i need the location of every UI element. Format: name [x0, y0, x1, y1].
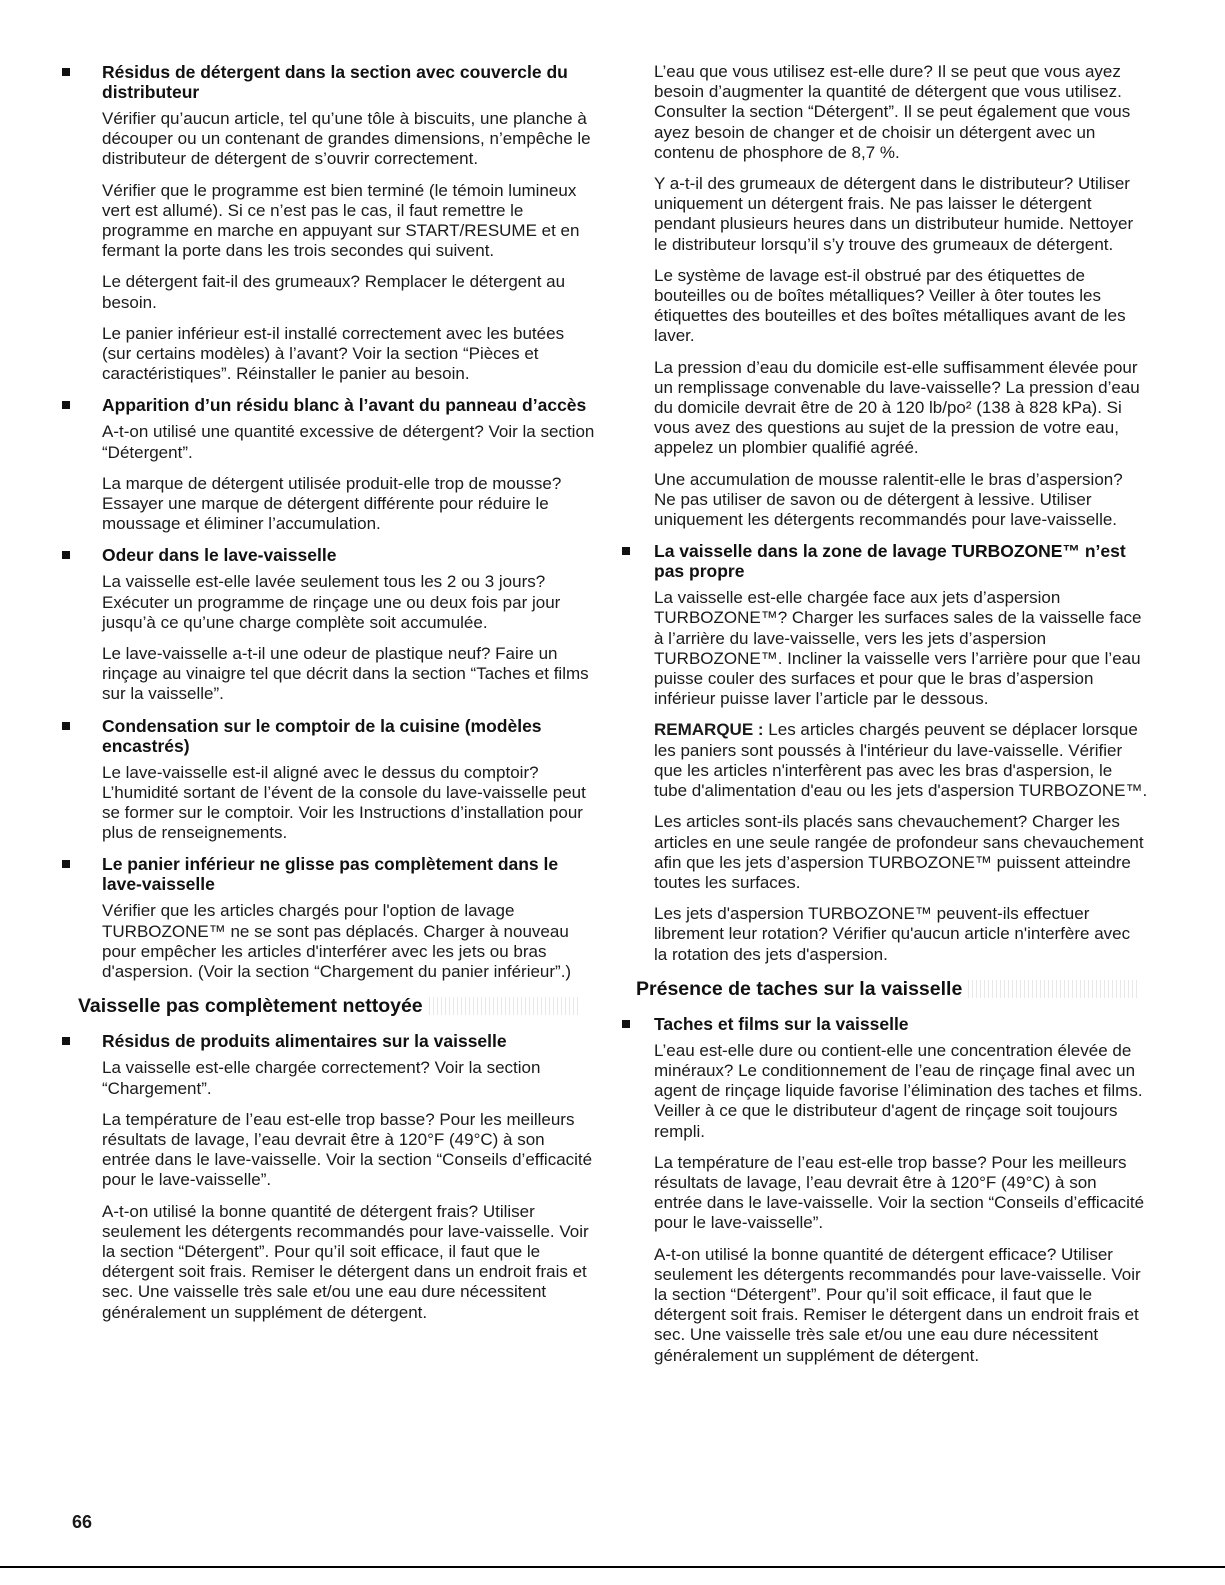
bullet-heading-text: La vaisselle dans la zone de lavage TURBOZONE™ n’est pas propre [654, 541, 1126, 582]
remark-label: REMARQUE : [654, 720, 764, 740]
paragraph: L’eau que vous utilisez est-elle dure? Il se peut que vous ayez besoin d’augmenter la quantité de détergent que vous utilisez. Consulter la section “Détergent”. Il se peut également que vous ayez besoin de changer et de choisir un détergent avec un contenu de phosphore de 8,7 %. [654, 62, 1131, 162]
page-number: 66 [72, 1512, 93, 1532]
bullet-heading [62, 62, 597, 102]
paragraph: Les articles sont-ils placés sans chevauchement? Charger les articles en une seule rangée de profondeur sans chevauchement afin que les jets d’aspersion TURBOZONE™ puissent atteindre toutes les surfaces. [654, 812, 1144, 892]
bullet-heading-text: Apparition d’un résidu blanc à l’avant du panneau d’accès [102, 395, 587, 416]
paragraph: A-t-on utilisé une quantité excessive de détergent? Voir la section “Détergent”. [102, 422, 595, 462]
section-title-text: Vaisselle pas complètement nettoyée [78, 995, 423, 1018]
paragraph: La vaisselle est-elle chargée face aux jets d’aspersion TURBOZONE™? Charger les surfaces sales de la vaisselle face à l’arrière du lave-vaisselle, vers les jets d’aspersion TURBOZONE™. Incliner la vaisselle vers l’arrière pour que l’eau puisse couler des surfaces et pour que le bras d’aspersion inférieur puisse laver l’article par le dessous. [654, 588, 1142, 709]
paragraph: Les jets d'aspersion TURBOZONE™ peuvent-ils effectuer librement leur rotation? Vérifier qu'aucun article n'interfère avec la rotation des jets d'aspersion. [654, 904, 1131, 964]
bullet-square-icon [62, 1037, 70, 1045]
bullet-square-icon [62, 722, 70, 730]
paragraph: Le lave-vaisselle est-il aligné avec le dessus du comptoir? L’humidité sortant de l’évent de la console du lave-vaisselle peut se former sur le comptoir. Voir les Instructions d’installation pour plus de renseignements. [102, 762, 586, 843]
bullet-heading-text: Résidus de détergent dans la section avec couvercle du distributeur [102, 62, 568, 102]
paragraph: Vérifier que le programme est bien terminé (le témoin lumineux vert est allumé). Si ce n’est pas le cas, il faut remettre le programme en marche en appuyant sur START/RESUME et en fermant la porte dans les trois secondes qui suivent. [102, 180, 580, 261]
remark-text: Les articles chargés peuvent se déplacer lorsque les paniers sont poussés à l'intérieur du lave-vaisselle. Vérifier que les articles n'interfèrent pas avec les bras d'aspersion, le tube d'alimentation d'eau ou les jets d'aspersion TURBOZONE™. [654, 720, 1148, 801]
bullet-square-icon [62, 551, 70, 559]
paragraph: L’eau est-elle dure ou contient-elle une concentration élevée de minéraux? Le conditionnement de l’eau de rinçage final avec un agent de rinçage liquide favorise l’élimination des taches et films. Veiller à ce que le distributeur d'agent de rinçage soit toujours rempli. [654, 1040, 1143, 1141]
section-title [636, 977, 1148, 1001]
paragraph: La pression d’eau du domicile est-elle suffisamment élevée pour un remplissage convenable du lave-vaisselle? La pression d’eau du domicile devrait être de 20 à 120 lb/po² (138 à 828 kPa). Si vous avez des questions au sujet de la pression de votre eau, appelez un plombier qualifié agréé. [654, 357, 1140, 458]
paragraph: La température de l’eau est-elle trop basse? Pour les meilleurs résultats de lavage, l’eau devrait être à 120°F (49°C) à son entrée dans le lave-vaisselle. Voir la section “Conseils d’efficacité pour le lave-vaisselle”. [654, 1152, 1145, 1233]
bullet-square-icon [622, 547, 630, 555]
paragraph: Y a-t-il des grumeaux de détergent dans le distributeur? Utiliser uniquement un détergent frais. Ne pas laisser le détergent pendant plusieurs heures dans un distributeur humide. Nettoyer le distributeur lorsqu’il s’y trouve des grumeaux de détergent. [654, 174, 1134, 254]
bullet-heading [62, 395, 597, 415]
bullet-heading-text: Odeur dans le lave-vaisselle [102, 545, 337, 566]
section-title-text: Présence de taches sur la vaisselle [636, 977, 963, 1000]
paragraph: A-t-on utilisé la bonne quantité de détergent frais? Utiliser seulement les détergents recommandés pour lave-vaisselle. Voir la section “Détergent”. Pour qu’il soit efficace, il faut que le détergent soit frais. Remiser le détergent dans un endroit frais et sec. Une vaisselle très sale et/ou une eau dure nécessitent généralement un supplément de détergent. [102, 1201, 589, 1322]
bullet-square-icon [62, 860, 70, 868]
bullet-heading [628, 541, 1148, 581]
paragraph: Une accumulation de mousse ralentit-elle le bras d’aspersion? Ne pas utiliser de savon ou de détergent à lessive. Utiliser uniquement les détergents recommandés pour lave-vaisselle. [654, 469, 1123, 530]
section-title [78, 994, 597, 1018]
bullet-heading-text: Le panier inférieur ne glisse pas complètement dans le lave-vaisselle [102, 854, 559, 895]
bullet-heading [628, 1014, 1148, 1034]
paragraph: Le lave-vaisselle a-t-il une odeur de plastique neuf? Faire un rinçage au vinaigre tel que décrit dans la section “Taches et films sur la vaisselle”. [102, 644, 589, 704]
paragraph: La température de l’eau est-elle trop basse? Pour les meilleurs résultats de lavage, l’eau devrait être à 120°F (49°C) à son entrée dans le lave-vaisselle. Voir la section “Conseils d’efficacité pour le lave-vaisselle”. [102, 1109, 593, 1190]
bullet-heading [62, 1031, 597, 1051]
bottom-rule [0, 1566, 1225, 1568]
paragraph: Le panier inférieur est-il installé correctement avec les butées (sur certains modèles) à l’avant? Voir la section “Pièces et caractéristiques”. Réinstaller le panier au besoin. [102, 323, 565, 384]
paragraph: Le système de lavage est-il obstrué par des étiquettes de bouteilles ou de boîtes métalliques? Veiller à ôter toutes les étiquettes des bouteilles et des boîtes métalliques avant de les laver. [654, 265, 1126, 346]
section-title-fade [968, 980, 1138, 998]
bullet-square-icon [62, 401, 70, 409]
paragraph: Vérifier qu’aucun article, tel qu’une tôle à biscuits, une planche à découper ou un contenant de grandes dimensions, n’empêche le distributeur de détergent de s’ouvrir correctement. [102, 109, 591, 169]
bullet-heading [62, 854, 597, 894]
section-title-fade [429, 997, 579, 1015]
paragraph: Le détergent fait-il des grumeaux? Remplacer le détergent au besoin. [102, 272, 566, 312]
bullet-heading-text: Taches et films sur la vaisselle [654, 1013, 909, 1034]
bullet-heading [62, 716, 597, 756]
bullet-square-icon [622, 1020, 630, 1028]
bullet-heading-text: Résidus de produits alimentaires sur la vaisselle [102, 1031, 507, 1052]
paragraph: A-t-on utilisé la bonne quantité de détergent efficace? Utiliser seulement les détergents recommandés pour lave-vaisselle. Voir la section “Détergent”. Pour qu’il soit efficace, il faut que le détergent soit frais. Remiser le détergent dans un endroit frais et sec. Une vaisselle très sale et/ou une eau dure nécessitent généralement un supplément de détergent. [654, 1244, 1141, 1365]
paragraph: La vaisselle est-elle chargée correctement? Voir la section “Chargement”. [102, 1058, 541, 1098]
right-column [628, 62, 1148, 1377]
paragraph: La vaisselle est-elle lavée seulement tous les 2 ou 3 jours? Exécuter un programme de rinçage une ou deux fois par jour jusqu’à ce qu’une charge complète soit accumulée. [102, 572, 561, 632]
remark-paragraph [654, 720, 1148, 801]
paragraph: La marque de détergent utilisée produit-elle trop de mousse? Essayer une marque de détergent différente pour réduire le moussage et éliminer l’accumulation. [102, 473, 562, 534]
bullet-heading-text: Condensation sur le comptoir de la cuisine (modèles encastrés) [102, 715, 542, 756]
paragraph: Vérifier que les articles chargés pour l'option de lavage TURBOZONE™ ne se sont pas déplacés. Charger à nouveau pour empêcher les articles d'interférer avec les jets ou bras d'aspersion. (Voir la section “Chargement du panier inférieur”.) [102, 901, 572, 982]
bullet-square-icon [62, 68, 70, 76]
left-column [62, 62, 597, 1334]
bullet-heading [62, 545, 597, 565]
